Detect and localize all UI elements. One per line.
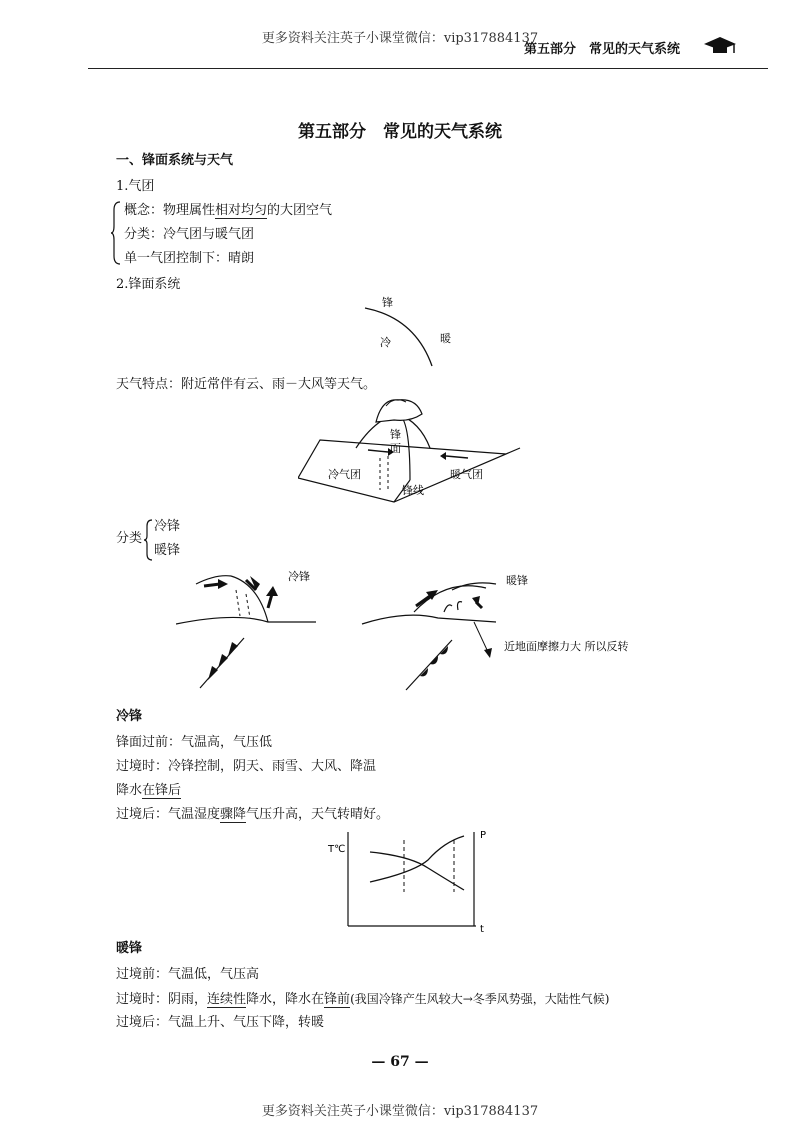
warm-front-section xyxy=(362,573,629,690)
header-watermark: 更多资料关注英子小课堂微信：vip317884137 xyxy=(261,31,539,46)
front-label: 锋 xyxy=(382,296,393,309)
time-axis-label: t xyxy=(480,924,484,935)
header-rule xyxy=(88,68,768,69)
warm-front-diagram-label: 暖锋 xyxy=(506,574,528,587)
front-3d-diagram xyxy=(298,392,524,514)
brace-icon xyxy=(110,200,122,266)
cold-front-before: 锋面过前：气温高，气压低 xyxy=(116,735,273,750)
front-curve-diagram xyxy=(360,290,480,372)
page-number: — 67 — xyxy=(371,1054,429,1070)
warm-front-during: 过境时：阴雨，连续性降水，降水在锋前(我国冷锋产生风较大→冬季风势强，大陆性气候) xyxy=(116,992,610,1007)
classification-brace-icon xyxy=(143,518,153,562)
classification-line: 分类：冷气团与暖气团 xyxy=(124,227,255,242)
single-airmass-line: 单一气团控制下：晴朗 xyxy=(124,251,255,266)
weather-features: 天气特点：附近常伴有云、雨－大风等天气。 xyxy=(116,377,377,392)
page-title: 第五部分 常见的天气系统 xyxy=(298,122,502,142)
front-cross-sections xyxy=(176,566,666,704)
warm-mass-label: 暖气团 xyxy=(450,468,483,481)
cold-front-during: 过境时：冷锋控制，阴天、雨雪、大风、降温 xyxy=(116,759,377,774)
temperature-pressure-graph xyxy=(324,826,496,936)
classification-label: 分类 xyxy=(116,531,143,546)
cold-front-section xyxy=(176,569,316,688)
warm-label: 暖 xyxy=(440,332,451,345)
cold-front-diagram-label: 冷锋 xyxy=(288,570,310,583)
header-section-title: 第五部分 常见的天气系统 xyxy=(524,42,681,57)
pressure-axis-label: P xyxy=(480,830,487,841)
subheading-front-system: 2.锋面系统 xyxy=(116,277,181,292)
subheading-airmass: 1.气团 xyxy=(116,179,155,194)
section-heading: 一、锋面系统与天气 xyxy=(116,153,234,168)
cold-front-option: 冷锋 xyxy=(154,519,181,534)
cold-mass-label: 冷气团 xyxy=(328,468,361,481)
warm-front-heading: 暖锋 xyxy=(116,941,143,956)
temperature-axis-label: T℃ xyxy=(328,844,346,855)
warm-front-after: 过境后：气温上升、气压下降，转暖 xyxy=(116,1015,325,1030)
front-line-label: 锋线 xyxy=(402,484,424,497)
friction-note: 近地面摩擦力大 所以反转 xyxy=(504,640,629,653)
cold-front-after: 过境后：气温湿度骤降气压升高，天气转晴好。 xyxy=(116,807,390,822)
cold-front-precip: 降水在锋后 xyxy=(116,783,182,798)
front-surface-label-1: 锋 xyxy=(390,428,401,441)
graduation-cap-icon xyxy=(700,34,740,56)
cold-front-heading: 冷锋 xyxy=(116,709,143,724)
concept-line: 概念：物理属性相对均匀的大团空气 xyxy=(124,203,333,218)
warm-front-before: 过境前：气温低，气压高 xyxy=(116,967,260,982)
front-surface-label-2: 面 xyxy=(390,442,401,455)
footer-watermark: 更多资料关注英子小课堂微信：vip317884137 xyxy=(261,1104,539,1119)
warm-front-option: 暖锋 xyxy=(154,543,181,558)
cold-label: 冷 xyxy=(380,336,391,349)
